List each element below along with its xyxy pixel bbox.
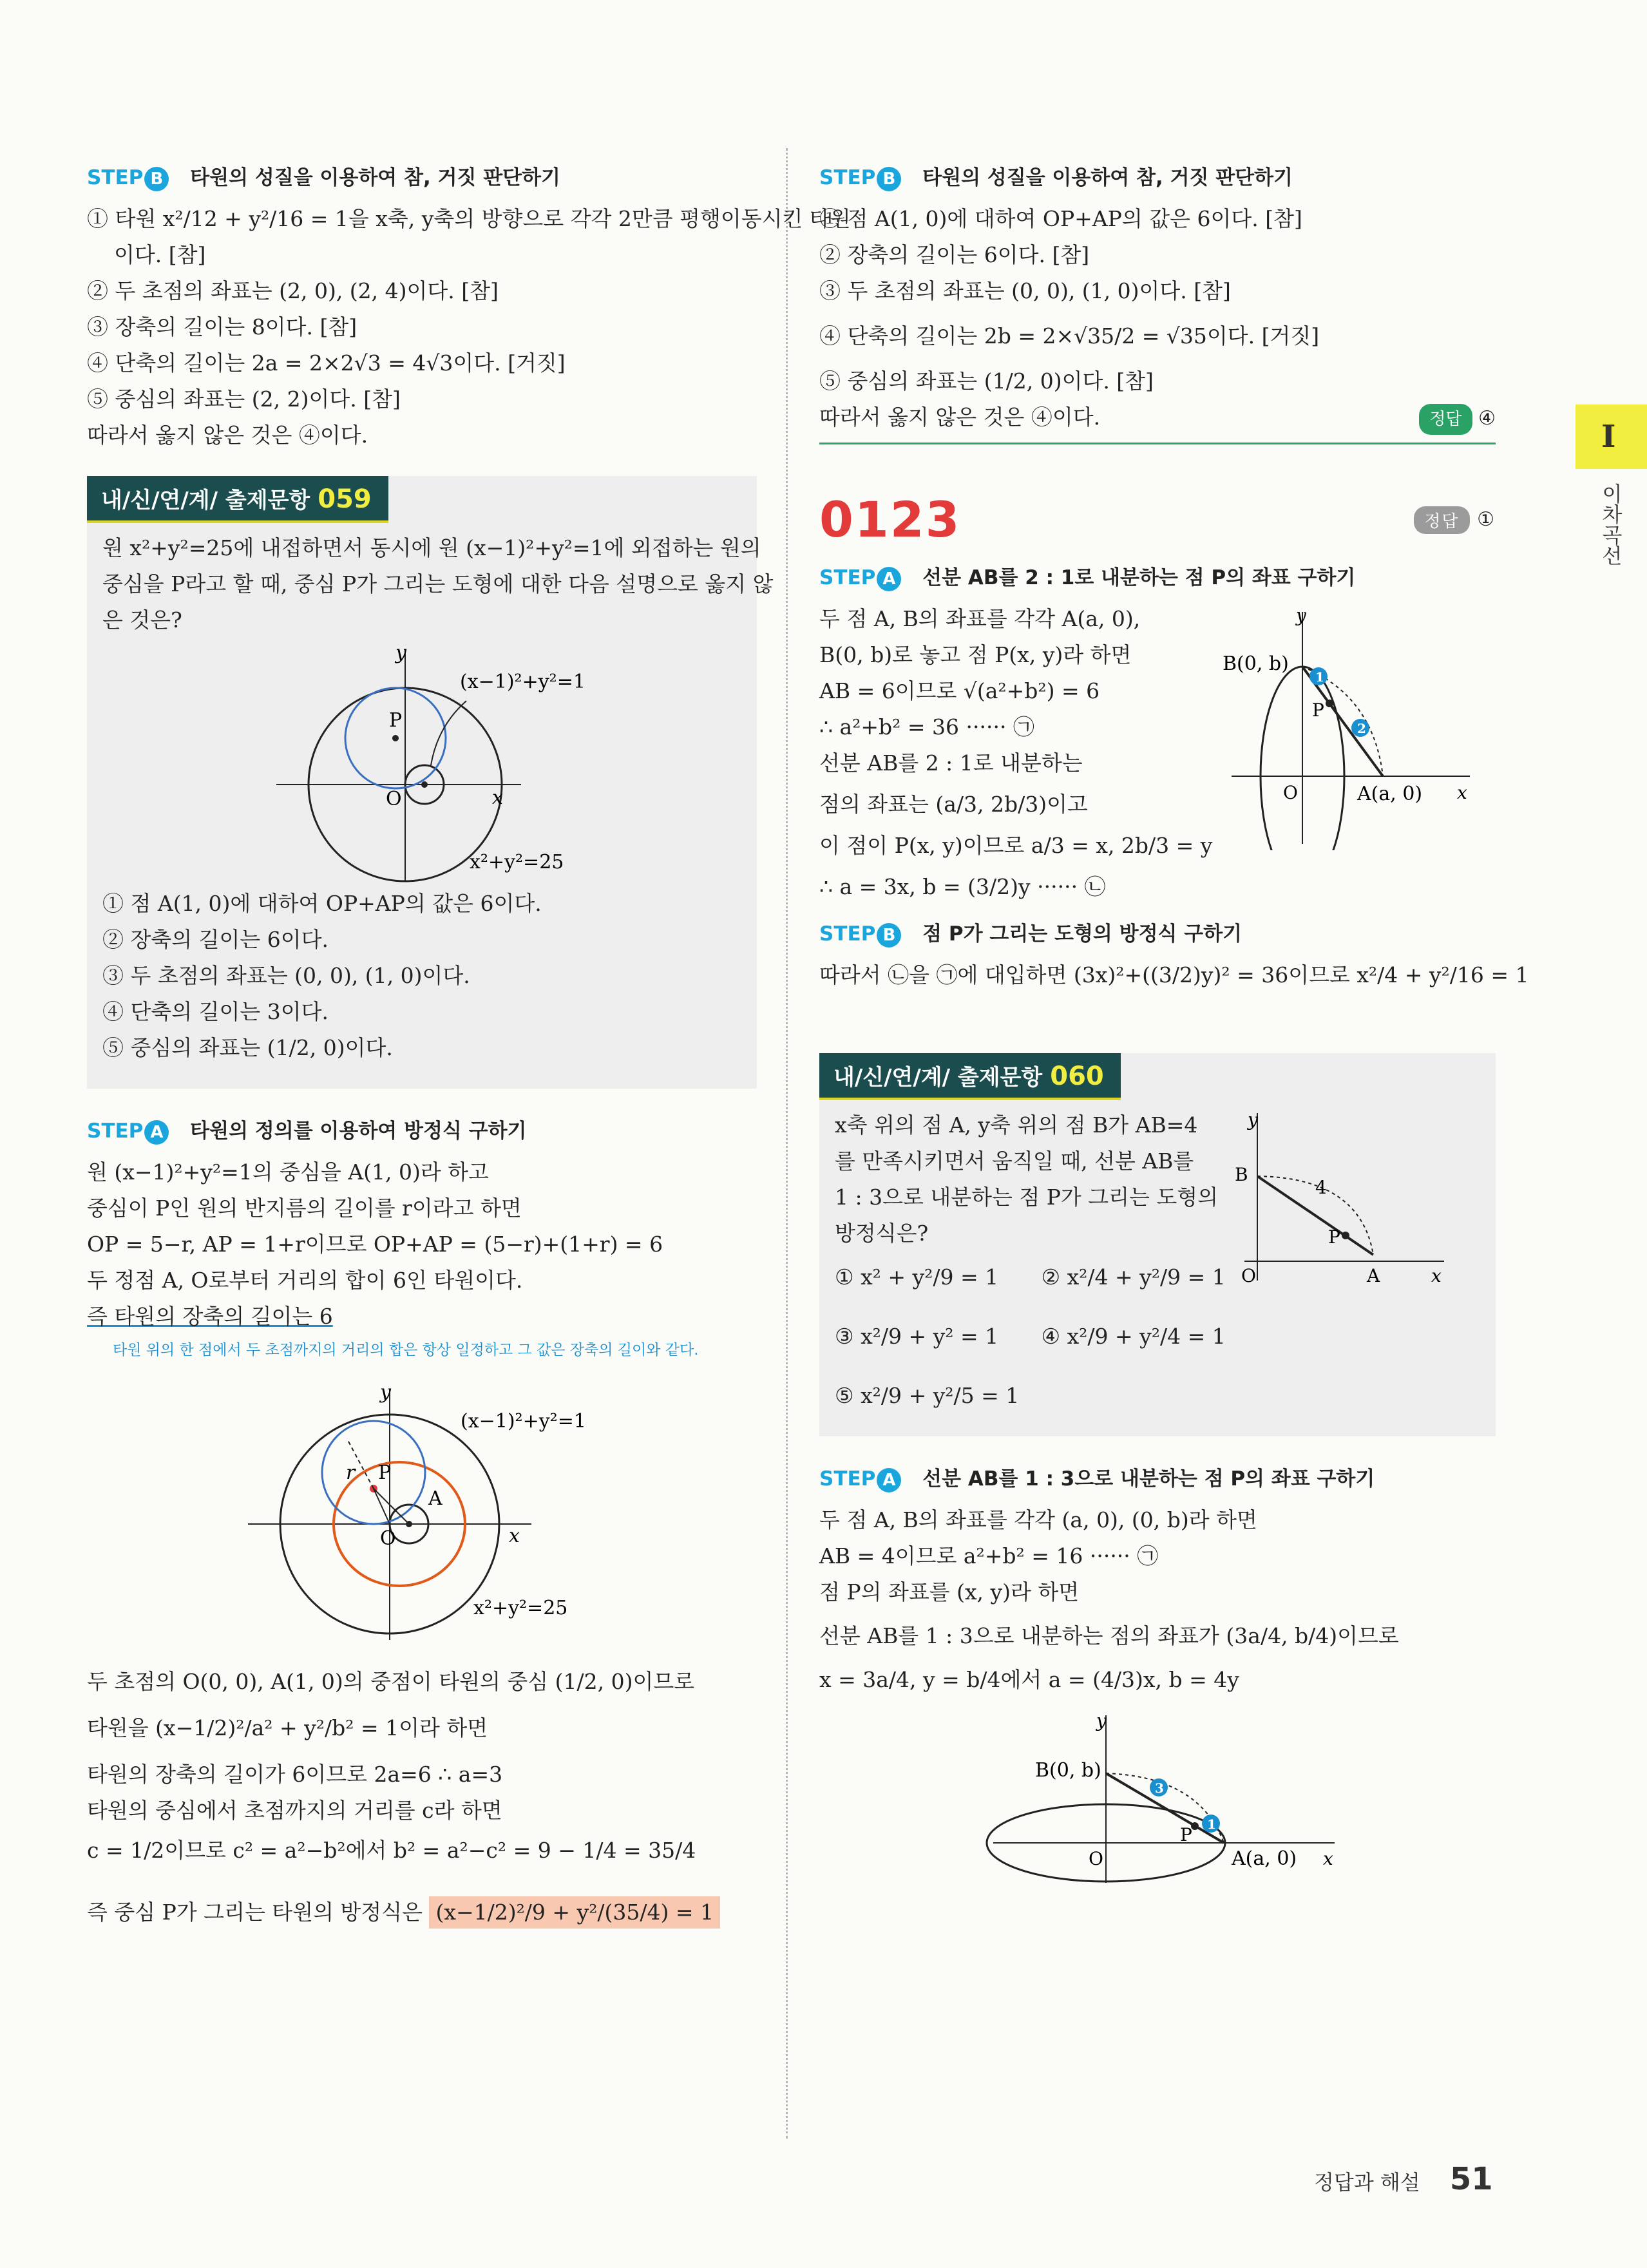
text-line: 두 점 A, B의 좌표를 각각 A(a, 0), — [819, 606, 1141, 631]
option: ① x² + y²/9 = 1 — [835, 1264, 999, 1290]
text-line: 점 P의 좌표를 (x, y)라 하면 — [819, 1579, 1080, 1605]
question-line: 중심을 P라고 할 때, 중심 P가 그리는 도형에 대한 다음 설명으로 옳지 않 — [102, 571, 774, 596]
final-answer-line: 즉 중심 P가 그리는 타원의 방정식은 (x−1/2)²/9 + y²/(35/4) = 1 — [87, 1896, 757, 1929]
svg-text:x: x — [509, 1525, 520, 1547]
text-line: 따라서 옳지 않은 것은 ④이다. 정답 ④ — [819, 404, 1496, 431]
text-line: ⑤ 중심의 좌표는 (2, 2)이다. [참] — [87, 386, 401, 412]
option: ④ x²/9 + y²/4 = 1 — [1041, 1324, 1226, 1349]
svg-text:O: O — [386, 788, 402, 810]
answer-badge: 정답 — [1414, 506, 1469, 534]
step-b-header: STEP B 타원의 성질을 이용하여 참, 거짓 판단하기 — [87, 161, 757, 191]
text-line: ② 두 초점의 좌표는 (2, 0), (2, 4)이다. [참] — [87, 278, 499, 303]
note-text: 타원 위의 한 점에서 두 초점까지의 거리의 합은 항상 일정하고 그 값은 장축의 길이와 같다. — [113, 1342, 699, 1358]
text-line: 중심이 P인 원의 반지름의 길이를 r이라고 하면 — [87, 1196, 522, 1221]
svg-text:y: y — [395, 643, 406, 664]
question-line: 방정식은? — [835, 1221, 929, 1246]
svg-text:P: P — [389, 709, 403, 732]
text-line: 타원의 장축의 길이가 6이므로 2a=6 ∴ a=3 — [87, 1762, 503, 1787]
svg-text:x: x — [1323, 1848, 1333, 1869]
option: ② x²/4 + y²/9 = 1 — [1041, 1264, 1226, 1290]
text-line: ∴ a²+b² = 36 ······ ㉠ — [819, 714, 1034, 739]
text-line: ② 장축의 길이는 6이다. [참] — [819, 242, 1090, 267]
step-b-header: STEP B 타원의 성질을 이용하여 참, 거짓 판단하기 — [819, 161, 1496, 191]
answer-value: ④ — [1478, 407, 1496, 430]
svg-text:P: P — [1312, 700, 1324, 721]
svg-text:P: P — [378, 1462, 392, 1484]
chapter-label: 이차곡선 — [1599, 483, 1623, 566]
question-line: 원 x²+y²=25에 내접하면서 동시에 원 (x−1)²+y²=1에 외접하는 원의 — [102, 535, 761, 560]
text-line: ① 점 A(1, 0)에 대하여 OP+AP의 값은 6이다. [참] — [819, 206, 1302, 231]
text-line: 따라서 ㉡을 ㉠에 대입하면 (3x)²+((3/2)y)² = 36이므로 x²/4 + y²/16 = 1 — [819, 962, 1529, 987]
answer-value: ① — [1477, 508, 1496, 531]
text-line: 이다. [참] — [114, 242, 206, 267]
svg-text:A: A — [428, 1487, 443, 1510]
step-a-header: STEP A 타원의 정의를 이용하여 방정식 구하기 — [87, 1114, 757, 1145]
svg-text:B(0, b): B(0, b) — [1035, 1759, 1101, 1782]
text-line: 선분 AB를 2 : 1로 내분하는 — [819, 750, 1083, 776]
svg-text:1: 1 — [1207, 1816, 1216, 1832]
svg-text:3: 3 — [1155, 1780, 1164, 1796]
step-a-header: STEP A 선분 AB를 2 : 1로 내분하는 점 P의 좌표 구하기 — [819, 561, 1496, 591]
text-line: 두 점 A, B의 좌표를 각각 (a, 0), (0, b)라 하면 — [819, 1507, 1257, 1532]
text-line: x = 3a/4, y = b/4에서 a = (4/3)x, b = 4y — [819, 1667, 1239, 1692]
right-column — [819, 148, 1529, 1892]
text-line: c = 1/2이므로 c² = a²−b²에서 b² = a²−c² = 9 − 1/4 = 35/4 — [87, 1838, 696, 1863]
svg-text:y: y — [1096, 1710, 1107, 1731]
svg-text:4: 4 — [1315, 1177, 1327, 1198]
question-line: 은 것은? — [102, 607, 182, 633]
svg-text:O: O — [1089, 1848, 1103, 1869]
problem-box-059 — [87, 476, 774, 1089]
question-line: 1 : 3으로 내분하는 점 P가 그리는 도형의 — [835, 1185, 1219, 1210]
text-line: AB = 4이므로 a²+b² = 16 ······ ㉠ — [819, 1543, 1159, 1568]
svg-text:B(0, b): B(0, b) — [1223, 653, 1289, 675]
svg-text:y: y — [1296, 605, 1306, 626]
option: ① 점 A(1, 0)에 대하여 OP+AP의 값은 6이다. — [102, 891, 542, 916]
step-b2-header: STEP B 점 P가 그리는 도형의 방정식 구하기 — [819, 917, 1496, 948]
svg-text:2: 2 — [1357, 721, 1366, 736]
text-line: 두 정점 A, O로부터 거리의 합이 6인 타원이다. — [87, 1268, 523, 1293]
svg-text:A: A — [1367, 1265, 1380, 1286]
text-line: B(0, b)로 놓고 점 P(x, y)라 하면 — [819, 642, 1132, 667]
page-footer — [1314, 2161, 1493, 2197]
text-line: ∴ a = 3x, b = (3/2)y ······ ㉡ — [819, 874, 1106, 899]
divider-line — [819, 443, 1496, 444]
column-divider — [786, 148, 788, 2139]
ellipse-figure-4 — [819, 1702, 1496, 1889]
svg-text:P: P — [1180, 1824, 1192, 1845]
svg-text:1: 1 — [1315, 669, 1324, 685]
text-line: ④ 단축의 길이는 2a = 2×2√3 = 4√3이다. [거짓] — [87, 350, 566, 376]
svg-text:P: P — [1328, 1226, 1340, 1248]
text-line: 따라서 옳지 않은 것은 ④이다. — [87, 423, 368, 448]
svg-text:A(a, 0): A(a, 0) — [1357, 783, 1423, 805]
problem-number-0123: 0123 정답 ① — [819, 491, 1496, 548]
box-header: 내/신/연/계/ 출제문항 059 — [87, 476, 388, 523]
page-number: 51 — [1449, 2161, 1493, 2197]
svg-text:x: x — [492, 786, 503, 809]
step-a2-header: STEP A 선분 AB를 1 : 3으로 내분하는 점 P의 좌표 구하기 — [819, 1462, 1496, 1492]
option: ⑤ 중심의 좌표는 (1/2, 0)이다. — [102, 1035, 393, 1060]
svg-text:A(a, 0): A(a, 0) — [1232, 1847, 1297, 1870]
svg-text:(x−1)²+y²=1: (x−1)²+y²=1 — [460, 671, 585, 693]
options-row — [835, 1323, 1480, 1350]
svg-text:O: O — [1241, 1265, 1256, 1286]
text-line: 타원의 중심에서 초점까지의 거리를 c라 하면 — [87, 1798, 502, 1823]
box-header: 내/신/연/계/ 출제문항 060 — [819, 1053, 1121, 1100]
final-equation: (x−1/2)²/9 + y²/(35/4) = 1 — [429, 1896, 720, 1929]
option: ④ 단축의 길이는 3이다. — [102, 999, 328, 1024]
svg-text:x: x — [1431, 1265, 1442, 1286]
text-line: 원 (x−1)²+y²=1의 중심을 A(1, 0)라 하고 — [87, 1159, 489, 1185]
text-line: ④ 단축의 길이는 2b = 2×√35/2 = √35이다. [거짓] — [819, 323, 1320, 348]
svg-text:x²+y²=25: x²+y²=25 — [473, 1597, 568, 1619]
question-line: 를 만족시키면서 움직일 때, 선분 AB를 — [835, 1148, 1194, 1174]
text-line: 즉 타원의 장축의 길이는 6 — [87, 1304, 333, 1329]
answer-badge: 정답 — [1419, 404, 1472, 435]
ellipse-figure-3 — [1219, 605, 1476, 850]
problem-box-060 — [819, 1053, 1496, 1436]
text-line: 점의 좌표는 (a/3, 2b/3)이고 — [819, 792, 1088, 817]
segment-figure-060 — [1212, 1100, 1470, 1293]
text-line: ③ 장축의 길이는 8이다. [참] — [87, 314, 357, 339]
option: ③ 두 초점의 좌표는 (0, 0), (1, 0)이다. — [102, 963, 470, 988]
svg-text:(x−1)²+y²=1: (x−1)²+y²=1 — [461, 1410, 586, 1433]
circle-figure-1 — [102, 643, 721, 888]
text-line: ⑤ 중심의 좌표는 (1/2, 0)이다. [참] — [819, 368, 1154, 394]
svg-text:y: y — [1248, 1109, 1258, 1130]
text-line: 선분 AB를 1 : 3으로 내분하는 점의 좌표가 (3a/4, b/4)이므로 — [819, 1623, 1399, 1648]
svg-text:B: B — [1235, 1164, 1248, 1185]
text-line: AB = 6이므로 √(a²+b²) = 6 — [819, 678, 1100, 703]
text-line: ① 타원 x²/12 + y²/16 = 1을 x축, y축의 방향으로 각각 2만큼 평행이동시킨 타원 — [87, 206, 851, 231]
svg-text:r: r — [346, 1462, 356, 1484]
text-line: 이 점이 P(x, y)이므로 a/3 = x, 2b/3 = y — [819, 833, 1213, 858]
text-line: 두 초점의 O(0, 0), A(1, 0)의 중점이 타원의 중심 (1/2, 0)이므로 — [87, 1669, 695, 1694]
svg-text:y: y — [380, 1381, 391, 1404]
svg-text:O: O — [380, 1527, 396, 1550]
option: ② 장축의 길이는 6이다. — [102, 927, 328, 952]
chapter-tab: I — [1576, 405, 1647, 469]
option: ⑤ x²/9 + y²/5 = 1 — [835, 1383, 1020, 1408]
footer-text: 정답과 해설 — [1314, 2170, 1420, 2195]
text-line: OP = 5−r, AP = 1+r이므로 OP+AP = (5−r)+(1+r) = 6 — [87, 1232, 663, 1257]
svg-text:x: x — [1457, 782, 1467, 803]
svg-text:x²+y²=25: x²+y²=25 — [470, 851, 564, 873]
text-line: 타원을 (x−1/2)²/a² + y²/b² = 1이라 하면 — [87, 1715, 488, 1740]
svg-text:O: O — [1283, 782, 1298, 803]
question-line: x축 위의 점 A, y축 위의 점 B가 AB=4 — [835, 1112, 1198, 1138]
text-line: ③ 두 초점의 좌표는 (0, 0), (1, 0)이다. [참] — [819, 278, 1231, 303]
option: ③ x²/9 + y² = 1 — [835, 1324, 999, 1349]
circle-figure-2 — [87, 1376, 757, 1646]
left-column — [87, 148, 851, 1938]
